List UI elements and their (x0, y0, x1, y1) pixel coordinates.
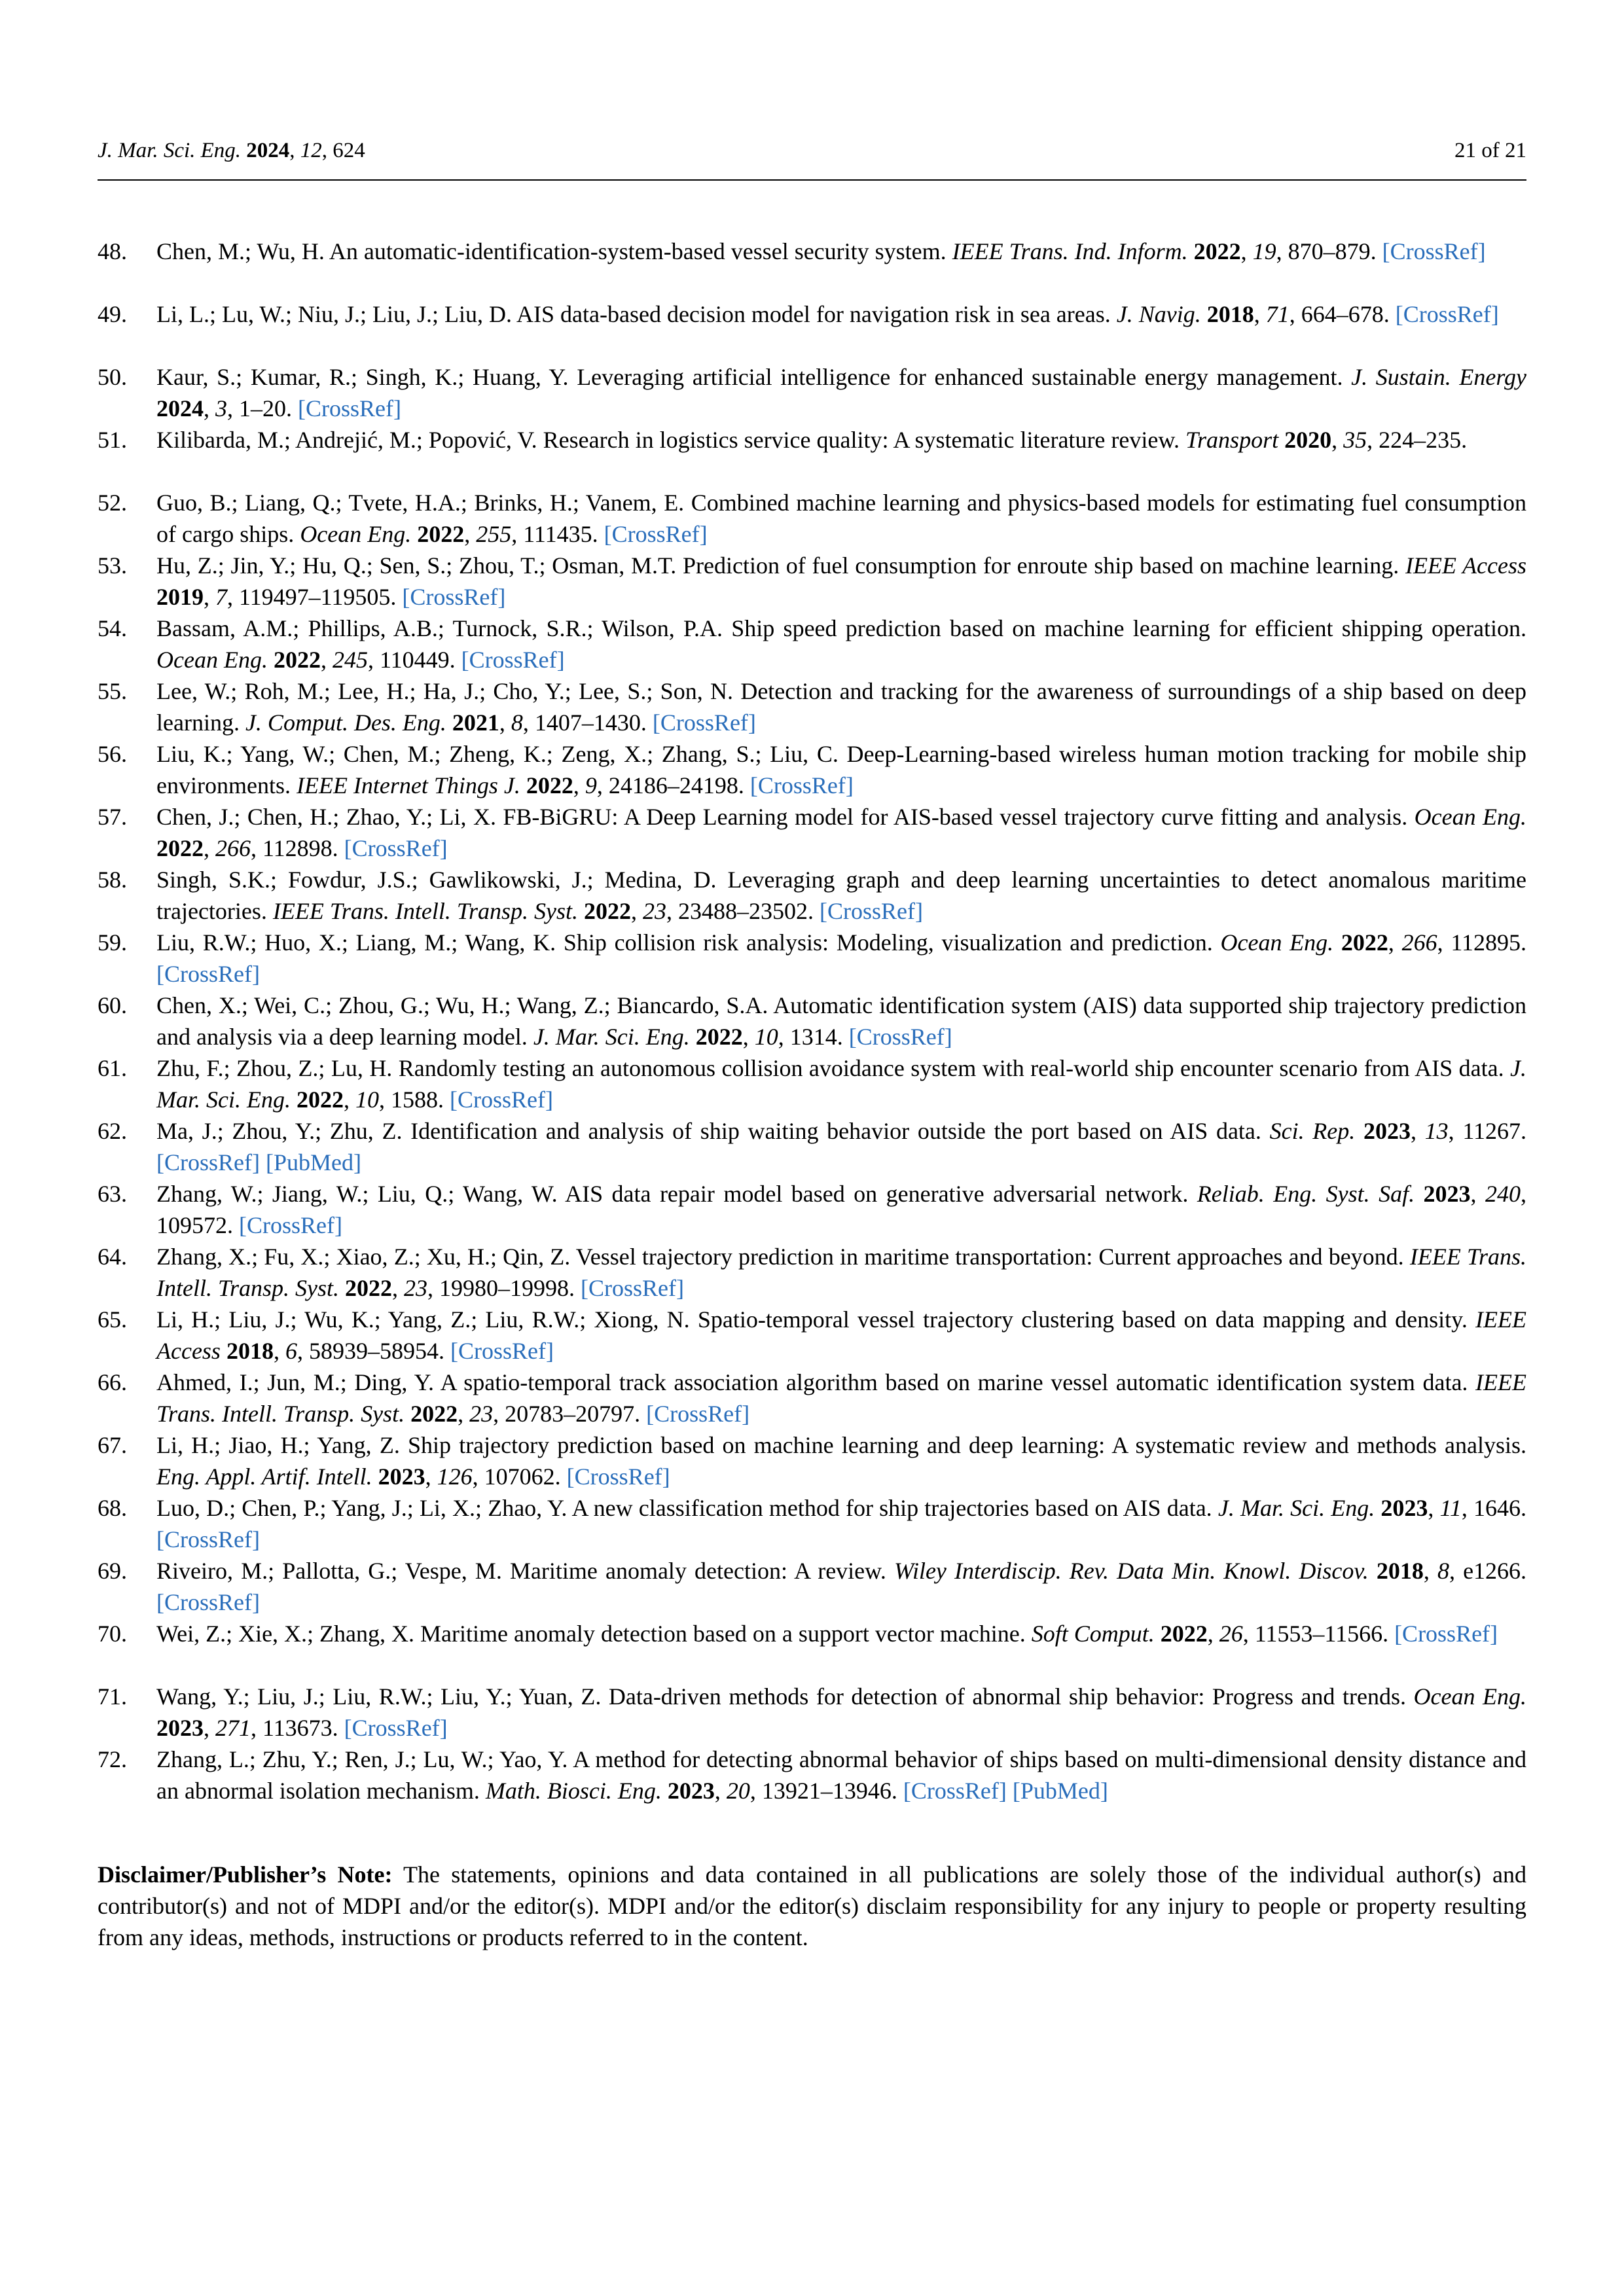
reference-year: 2020 (1284, 427, 1332, 453)
reference-pages: 107062. (484, 1463, 561, 1490)
reference-item: 55. Lee, W.; Roh, M.; Lee, H.; Ha, J.; Cho, Y.; Lee, S.; Son, N. Detection and tracking for the awareness of surroundings of a ship based on deep learning. J. Comput. Des. Eng. 2021, 8, 1407–1430. [CrossRef] (98, 675, 1526, 738)
reference-pages: 11267. (1462, 1118, 1526, 1144)
reference-text: Ahmed, I.; Jun, M.; Ding, Y. A spatio-temporal track association algorithm based on marine vessel automatic identification system data. (156, 1369, 1468, 1395)
reference-item: 64. Zhang, X.; Fu, X.; Xiao, Z.; Xu, H.; Qin, Z. Vessel trajectory prediction in maritime transportation: Current approaches and beyond. IEEE Trans. Intell. Transp. Syst. 2022, 23, 19980–19998. [CrossRef] (98, 1241, 1526, 1304)
reference-volume: 23 (469, 1401, 494, 1427)
reference-number: 67. (98, 1432, 127, 1458)
reference-journal: IEEE Trans. Ind. Inform. (952, 238, 1188, 264)
reference-year: 2023 (378, 1463, 425, 1490)
reference-link[interactable]: [CrossRef] (344, 835, 448, 861)
reference-link[interactable]: [CrossRef] (1395, 301, 1499, 327)
reference-link[interactable]: [CrossRef] (450, 1338, 554, 1364)
reference-text: Li, H.; Liu, J.; Wu, K.; Yang, Z.; Liu, R.W.; Xiong, N. Spatio-temporal vessel trajectory clustering based on data mapping and density. (156, 1306, 1468, 1333)
reference-journal: Reliab. Eng. Syst. Saf. (1197, 1181, 1415, 1207)
reference-number: 51. (98, 427, 127, 453)
reference-item: 68. Luo, D.; Chen, P.; Yang, J.; Li, X.; Zhao, Y. A new classification method for ship trajectories based on AIS data. J. Mar. Sci. Eng. 2023, 11, 1646. [CrossRef] (98, 1492, 1526, 1555)
reference-journal: J. Mar. Sci. Eng. (156, 1055, 1526, 1113)
reference-link[interactable]: [CrossRef] (903, 1778, 1007, 1804)
reference-link[interactable]: [CrossRef] (156, 1149, 260, 1175)
reference-year: 2022 (1193, 238, 1241, 264)
reference-volume: 271 (215, 1715, 251, 1741)
reference-number: 63. (98, 1181, 127, 1207)
reference-volume: 255 (476, 521, 512, 547)
reference-pages: 13921–13946. (761, 1778, 897, 1804)
reference-link[interactable]: [CrossRef] (344, 1715, 448, 1741)
reference-pages: 23488–23502. (677, 898, 814, 924)
reference-pages: 1314. (789, 1024, 843, 1050)
reference-volume: 35 (1343, 427, 1367, 453)
reference-text: Wang, Y.; Liu, J.; Liu, R.W.; Liu, Y.; Yuan, Z. Data-driven methods for detection of abnormal ship behavior: Progress and trends. (156, 1683, 1406, 1710)
reference-volume: 6 (285, 1338, 297, 1364)
reference-journal: J. Navig. (1116, 301, 1201, 327)
reference-journal: Ocean Eng. (156, 647, 268, 673)
reference-link[interactable]: [CrossRef] (1394, 1621, 1498, 1647)
reference-volume: 20 (726, 1778, 750, 1804)
reference-pages: 1588. (390, 1086, 444, 1113)
reference-item: 62. Ma, J.; Zhou, Y.; Zhu, Z. Identification and analysis of ship waiting behavior outside the port based on AIS data. Sci. Rep. 2023, 13, 11267. [CrossRef] [PubMed] (98, 1115, 1526, 1178)
reference-pages: 1–20. (239, 395, 292, 422)
reference-journal: Ocean Eng. (1414, 804, 1526, 830)
reference-journal: IEEE Access (1405, 552, 1526, 579)
reference-number: 70. (98, 1621, 127, 1647)
reference-number: 54. (98, 615, 127, 641)
reference-volume: 266 (215, 835, 251, 861)
reference-pages: 110449. (379, 647, 456, 673)
reference-pages: 109572. (156, 1212, 233, 1238)
reference-volume: 8 (1437, 1558, 1449, 1584)
reference-number: 69. (98, 1558, 127, 1584)
reference-text: Guo, B.; Liang, Q.; Tvete, H.A.; Brinks, H.; Vanem, E. Combined machine learning and physics-based models for estimating fuel consumption of cargo ships. (156, 490, 1526, 547)
reference-journal: Soft Comput. (1031, 1621, 1155, 1647)
reference-item: 57. Chen, J.; Chen, H.; Zhao, Y.; Li, X. FB-BiGRU: A Deep Learning model for AIS-based vessel trajectory curve fitting and analysis. Ocean Eng. 2022, 266, 112898. [CrossRef] (98, 801, 1526, 864)
reference-number: 62. (98, 1118, 127, 1144)
reference-volume: 240 (1485, 1181, 1521, 1207)
reference-text: Bassam, A.M.; Phillips, A.B.; Turnock, S.R.; Wilson, P.A. Ship speed prediction based on machine learning for efficient shipping operation. (156, 615, 1526, 641)
reference-journal: Transport (1185, 427, 1279, 453)
reference-volume: 23 (642, 898, 666, 924)
reference-link[interactable]: [CrossRef] (652, 709, 756, 736)
reference-volume: 13 (1424, 1118, 1449, 1144)
reference-link[interactable]: [CrossRef] (566, 1463, 670, 1490)
reference-number: 59. (98, 929, 127, 956)
reference-link[interactable]: [CrossRef] (156, 1526, 260, 1552)
reference-pages: 113673. (262, 1715, 338, 1741)
disclaimer-text: The statements, opinions and data contained in all publications are solely those of the individual author(s) and contributor(s) and not of MDPI and/or the editor(s). MDPI and/or the editor(s) disclaim responsibility for any injury to people or property resulting from any ideas, methods, instructions or products referred to in the content. (98, 1861, 1526, 1950)
reference-number: 65. (98, 1306, 127, 1333)
reference-link[interactable]: [CrossRef] (1382, 238, 1486, 264)
reference-text: Chen, J.; Chen, H.; Zhao, Y.; Li, X. FB-BiGRU: A Deep Learning model for AIS-based vessel trajectory curve fitting and analysis. (156, 804, 1408, 830)
reference-volume: 10 (754, 1024, 778, 1050)
reference-year: 2021 (452, 709, 499, 736)
reference-volume: 10 (355, 1086, 379, 1113)
reference-year: 2022 (1341, 929, 1388, 956)
reference-year: 2023 (156, 1715, 204, 1741)
reference-volume: 245 (332, 647, 368, 673)
reference-item: 67. Li, H.; Jiao, H.; Yang, Z. Ship trajectory prediction based on machine learning and deep learning: A systematic review and methods analysis. Eng. Appl. Artif. Intell. 2023, 126, 107062. [CrossRef] (98, 1429, 1526, 1492)
reference-link[interactable]: [CrossRef] (604, 521, 708, 547)
reference-item: 66. Ahmed, I.; Jun, M.; Ding, Y. A spatio-temporal track association algorithm based on marine vessel automatic identification system data. IEEE Trans. Intell. Transp. Syst. 2022, 23, 20783–20797. [CrossRef] (98, 1367, 1526, 1429)
reference-link[interactable]: [PubMed] (265, 1149, 361, 1175)
reference-number: 50. (98, 364, 127, 390)
reference-link[interactable]: [CrossRef] (239, 1212, 342, 1238)
reference-year: 2018 (226, 1338, 274, 1364)
reference-text: Chen, X.; Wei, C.; Zhou, G.; Wu, H.; Wang, Z.; Biancardo, S.A. Automatic identification system (AIS) data supported ship trajectory prediction and analysis via a deep learning model. (156, 992, 1526, 1050)
reference-text: Lee, W.; Roh, M.; Lee, H.; Ha, J.; Cho, Y.; Lee, S.; Son, N. Detection and tracking for the awareness of surroundings of a ship based on deep learning. (156, 678, 1526, 736)
reference-volume: 3 (215, 395, 227, 422)
reference-journal: Eng. Appl. Artif. Intell. (156, 1463, 372, 1490)
journal-abbrev: J. Mar. Sci. Eng. (98, 139, 242, 162)
reference-link[interactable]: [CrossRef] (848, 1024, 952, 1050)
reference-text: Zhang, X.; Fu, X.; Xiao, Z.; Xu, H.; Qin, Z. Vessel trajectory prediction in maritime transportation: Current approaches and beyond. (156, 1244, 1404, 1270)
reference-link[interactable]: [CrossRef] (402, 584, 506, 610)
reference-item: 58. Singh, S.K.; Fowdur, J.S.; Gawlikowski, J.; Medina, D. Leveraging graph and deep learning uncertainties to detect anomalous maritime trajectories. IEEE Trans. Intell. Transp. Syst. 2022, 23, 23488–23502. [CrossRef] (98, 864, 1526, 927)
reference-number: 61. (98, 1055, 127, 1081)
reference-text: Ma, J.; Zhou, Y.; Zhu, Z. Identification and analysis of ship waiting behavior outside the port based on AIS data. (156, 1118, 1261, 1144)
reference-item: 65. Li, H.; Liu, J.; Wu, K.; Yang, Z.; Liu, R.W.; Xiong, N. Spatio-temporal vessel trajectory clustering based on data mapping and density. IEEE Access 2018, 6, 58939–58954. [CrossRef] (98, 1304, 1526, 1367)
reference-link[interactable]: [CrossRef] (298, 395, 401, 422)
reference-number: 68. (98, 1495, 127, 1521)
reference-link[interactable]: [PubMed] (1012, 1778, 1108, 1804)
disclaimer (98, 1859, 1526, 1953)
reference-pages: 24186–24198. (608, 772, 744, 798)
reference-item: 54. Bassam, A.M.; Phillips, A.B.; Turnock, S.R.; Wilson, P.A. Ship speed prediction based on machine learning for efficient shipping operation. Ocean Eng. 2022, 245, 110449. [CrossRef] (98, 613, 1526, 675)
reference-year: 2022 (695, 1024, 743, 1050)
reference-year: 2022 (417, 521, 465, 547)
journal-year: 2024 (246, 139, 290, 162)
reference-link[interactable]: [CrossRef] (156, 1589, 260, 1615)
reference-number: 66. (98, 1369, 127, 1395)
reference-volume: 9 (585, 772, 597, 798)
reference-year: 2023 (667, 1778, 715, 1804)
reference-journal: J. Mar. Sci. Eng. (533, 1024, 690, 1050)
reference-item: 71. Wang, Y.; Liu, J.; Liu, R.W.; Liu, Y.; Yuan, Z. Data-driven methods for detection of abnormal ship behavior: Progress and trends. Ocean Eng. 2023, 271, 113673. [CrossRef] (98, 1681, 1526, 1744)
reference-number: 72. (98, 1746, 127, 1772)
reference-volume: 23 (404, 1275, 428, 1301)
reference-year: 2022 (1160, 1621, 1208, 1647)
reference-volume: 71 (1265, 301, 1290, 327)
reference-list (98, 236, 1526, 1806)
reference-pages: 224–235. (1379, 427, 1468, 453)
reference-text: Zhang, L.; Zhu, Y.; Ren, J.; Lu, W.; Yao, Y. A method for detecting abnormal behavior of ships based on multi-dimensional density distance and an abnormal isolation mechanism. (156, 1746, 1526, 1804)
reference-year: 2024 (156, 395, 204, 422)
reference-item: 63. Zhang, W.; Jiang, W.; Liu, Q.; Wang, W. AIS data repair model based on generative adversarial network. Reliab. Eng. Syst. Saf. 2023, 240, 109572. [CrossRef] (98, 1178, 1526, 1241)
reference-link[interactable]: [CrossRef] (819, 898, 923, 924)
reference-item: 61. Zhu, F.; Zhou, Z.; Lu, H. Randomly testing an autonomous collision avoidance system with real-world ship encounter scenario from AIS data. J. Mar. Sci. Eng. 2022, 10, 1588. [CrossRef] (98, 1052, 1526, 1115)
reference-text: Chen, M.; Wu, H. An automatic-identification-system-based vessel security system. (156, 238, 947, 264)
header-rule (98, 179, 1526, 181)
reference-journal: Wiley Interdiscip. Rev. Data Min. Knowl. Discov. (893, 1558, 1369, 1584)
reference-item: 52. Guo, B.; Liang, Q.; Tvete, H.A.; Brinks, H.; Vanem, E. Combined machine learning and physics-based models for estimating fuel consumption of cargo ships. Ocean Eng. 2022, 255, 111435. [CrossRef] (98, 487, 1526, 550)
reference-volume: 26 (1219, 1621, 1243, 1647)
reference-link[interactable]: [CrossRef] (749, 772, 854, 798)
reference-year: 2022 (273, 647, 321, 673)
reference-item: 70. Wei, Z.; Xie, X.; Zhang, X. Maritime anomaly detection based on a support vector machine. Soft Comput. 2022, 26, 11553–11566. [CrossRef] (98, 1618, 1526, 1681)
reference-volume: 7 (215, 584, 227, 610)
reference-number: 57. (98, 804, 127, 830)
disclaimer-label: Disclaimer/Publisher’s Note: (98, 1861, 393, 1888)
reference-number: 55. (98, 678, 127, 704)
reference-text: Liu, K.; Yang, W.; Chen, M.; Zheng, K.; Zeng, X.; Zhang, S.; Liu, C. Deep-Learning-based wireless human motion tracking for mobile ship environments. (156, 741, 1526, 798)
reference-pages: 1407–1430. (534, 709, 647, 736)
reference-year: 2022 (583, 898, 631, 924)
reference-year: 2023 (1380, 1495, 1428, 1521)
reference-link[interactable]: [CrossRef] (581, 1275, 685, 1301)
reference-volume: 19 (1252, 238, 1276, 264)
reference-pages: 11553–11566. (1254, 1621, 1389, 1647)
reference-item: 51. Kilibarda, M.; Andrejić, M.; Popović, V. Research in logistics service quality: A systematic literature review. Transport 2020, 35, 224–235. (98, 424, 1526, 487)
reference-volume: 11 (1439, 1495, 1462, 1521)
reference-text: Luo, D.; Chen, P.; Yang, J.; Li, X.; Zhao, Y. A new classification method for ship trajectories based on AIS data. (156, 1495, 1212, 1521)
reference-journal: IEEE Trans. Intell. Transp. Syst. (272, 898, 578, 924)
reference-year: 2022 (345, 1275, 393, 1301)
reference-text: Li, H.; Jiao, H.; Yang, Z. Ship trajectory prediction based on machine learning and deep learning: A systematic review and methods analysis. (156, 1432, 1526, 1458)
reference-journal: IEEE Access (156, 1306, 1526, 1364)
reference-pages: 870–879. (1288, 238, 1377, 264)
reference-journal: Sci. Rep. (1269, 1118, 1356, 1144)
reference-item: 50. Kaur, S.; Kumar, R.; Singh, K.; Huang, Y. Leveraging artificial intelligence for enhanced sustainable energy management. J. Sustain. Energy 2024, 3, 1–20. [CrossRef] (98, 361, 1526, 424)
reference-year: 2019 (156, 584, 204, 610)
reference-year: 2023 (1423, 1181, 1471, 1207)
reference-journal: Math. Biosci. Eng. (485, 1778, 662, 1804)
page-number: 21 of 21 (1454, 139, 1526, 162)
reference-text: Zhu, F.; Zhou, Z.; Lu, H. Randomly testing an autonomous collision avoidance system with real-world ship encounter scenario from AIS data. (156, 1055, 1504, 1081)
reference-journal: IEEE Trans. Intell. Transp. Syst. (156, 1244, 1526, 1301)
reference-item: 56. Liu, K.; Yang, W.; Chen, M.; Zheng, K.; Zeng, X.; Zhang, S.; Liu, C. Deep-Learning-based wireless human motion tracking for mobile ship environments. IEEE Internet Things J. 2022, 9, 24186–24198. [CrossRef] (98, 738, 1526, 801)
article-number: 624 (333, 139, 365, 162)
reference-journal: J. Comput. Des. Eng. (245, 709, 446, 736)
reference-text: Li, L.; Lu, W.; Niu, J.; Liu, J.; Liu, D. AIS data-based decision model for navigation risk in sea areas. (156, 301, 1111, 327)
reference-number: 53. (98, 552, 127, 579)
reference-link[interactable]: [CrossRef] (461, 647, 565, 673)
reference-text: Singh, S.K.; Fowdur, J.S.; Gawlikowski, J.; Medina, D. Leveraging graph and deep learning uncertainties to detect anomalous maritime trajectories. (156, 867, 1526, 924)
reference-link[interactable]: [CrossRef] (449, 1086, 553, 1113)
journal-volume: 12 (300, 139, 322, 162)
reference-text: Kaur, S.; Kumar, R.; Singh, K.; Huang, Y. Leveraging artificial intelligence for enhanced sustainable energy management. (156, 364, 1343, 390)
reference-pages: 1646. (1473, 1495, 1526, 1521)
reference-item: 59. Liu, R.W.; Huo, X.; Liang, M.; Wang, K. Ship collision risk analysis: Modeling, visualization and prediction. Ocean Eng. 2022, 266, 112895. [CrossRef] (98, 927, 1526, 990)
reference-year: 2022 (410, 1401, 458, 1427)
running-header (98, 131, 1526, 170)
reference-text: Zhang, W.; Jiang, W.; Liu, Q.; Wang, W. AIS data repair model based on generative adversarial network. (156, 1181, 1189, 1207)
reference-text: Kilibarda, M.; Andrejić, M.; Popović, V. Research in logistics service quality: A systematic literature review. (156, 427, 1180, 453)
reference-link[interactable]: [CrossRef] (156, 961, 260, 987)
reference-year: 2022 (296, 1086, 344, 1113)
reference-pages: e1266. (1463, 1558, 1526, 1584)
reference-number: 60. (98, 992, 127, 1018)
reference-pages: 19980–19998. (439, 1275, 575, 1301)
reference-item: 69. Riveiro, M.; Pallotta, G.; Vespe, M. Maritime anomaly detection: A review. Wiley Interdiscip. Rev. Data Min. Knowl. Discov. 2018, 8, e1266. [CrossRef] (98, 1555, 1526, 1618)
reference-item: 72. Zhang, L.; Zhu, Y.; Ren, J.; Lu, W.; Yao, Y. A method for detecting abnormal behavior of ships based on multi-dimensional density distance and an abnormal isolation mechanism. Math. Biosci. Eng. 2023, 20, 13921–13946. [CrossRef] [PubMed] (98, 1744, 1526, 1806)
reference-pages: 20783–20797. (505, 1401, 641, 1427)
reference-year: 2018 (1376, 1558, 1424, 1584)
reference-pages: 112895. (1451, 929, 1526, 956)
reference-pages: 119497–119505. (239, 584, 397, 610)
reference-number: 56. (98, 741, 127, 767)
reference-journal: J. Sustain. Energy (1351, 364, 1526, 390)
reference-item: 53. Hu, Z.; Jin, Y.; Hu, Q.; Sen, S.; Zhou, T.; Osman, M.T. Prediction of fuel consumption for enroute ship based on machine learning. IEEE Access 2019, 7, 119497–119505. [CrossRef] (98, 550, 1526, 613)
reference-volume: 8 (511, 709, 523, 736)
reference-year: 2022 (526, 772, 573, 798)
reference-pages: 664–678. (1301, 301, 1390, 327)
reference-journal: IEEE Trans. Intell. Transp. Syst. (156, 1369, 1526, 1427)
reference-number: 49. (98, 301, 127, 327)
reference-number: 58. (98, 867, 127, 893)
reference-text: Riveiro, M.; Pallotta, G.; Vespe, M. Maritime anomaly detection: A review. (156, 1558, 886, 1584)
reference-volume: 266 (1401, 929, 1437, 956)
reference-item: 49. Li, L.; Lu, W.; Niu, J.; Liu, J.; Liu, D. AIS data-based decision model for navigation risk in sea areas. J. Navig. 2018, 71, 664–678. [CrossRef] (98, 298, 1526, 361)
reference-pages: 111435. (523, 521, 598, 547)
reference-year: 2022 (156, 835, 204, 861)
reference-journal: IEEE Internet Things J. (296, 772, 520, 798)
reference-pages: 58939–58954. (308, 1338, 444, 1364)
journal-citation: J. Mar. Sci. Eng. 2024, 12, 624 (98, 139, 365, 162)
reference-number: 64. (98, 1244, 127, 1270)
reference-year: 2018 (1206, 301, 1254, 327)
reference-link[interactable]: [CrossRef] (646, 1401, 750, 1427)
reference-pages: 112898. (262, 835, 338, 861)
reference-item: 48. Chen, M.; Wu, H. An automatic-identification-system-based vessel security system. IEEE Trans. Ind. Inform. 2022, 19, 870–879. [CrossRef] (98, 236, 1526, 298)
reference-journal: J. Mar. Sci. Eng. (1218, 1495, 1375, 1521)
reference-item: 60. Chen, X.; Wei, C.; Zhou, G.; Wu, H.; Wang, Z.; Biancardo, S.A. Automatic identification system (AIS) data supported ship trajectory prediction and analysis via a deep learning model. J. Mar. Sci. Eng. 2022, 10, 1314. [CrossRef] (98, 990, 1526, 1052)
reference-text: Liu, R.W.; Huo, X.; Liang, M.; Wang, K. Ship collision risk analysis: Modeling, visualization and prediction. (156, 929, 1213, 956)
reference-number: 71. (98, 1683, 127, 1710)
reference-number: 52. (98, 490, 127, 516)
reference-text: Hu, Z.; Jin, Y.; Hu, Q.; Sen, S.; Zhou, T.; Osman, M.T. Prediction of fuel consumption for enroute ship based on machine learning. (156, 552, 1399, 579)
reference-volume: 126 (437, 1463, 473, 1490)
reference-journal: Ocean Eng. (300, 521, 412, 547)
reference-journal: Ocean Eng. (1220, 929, 1334, 956)
reference-journal: Ocean Eng. (1413, 1683, 1526, 1710)
reference-year: 2023 (1363, 1118, 1411, 1144)
reference-text: Wei, Z.; Xie, X.; Zhang, X. Maritime anomaly detection based on a support vector machine. (156, 1621, 1026, 1647)
reference-number: 48. (98, 238, 127, 264)
